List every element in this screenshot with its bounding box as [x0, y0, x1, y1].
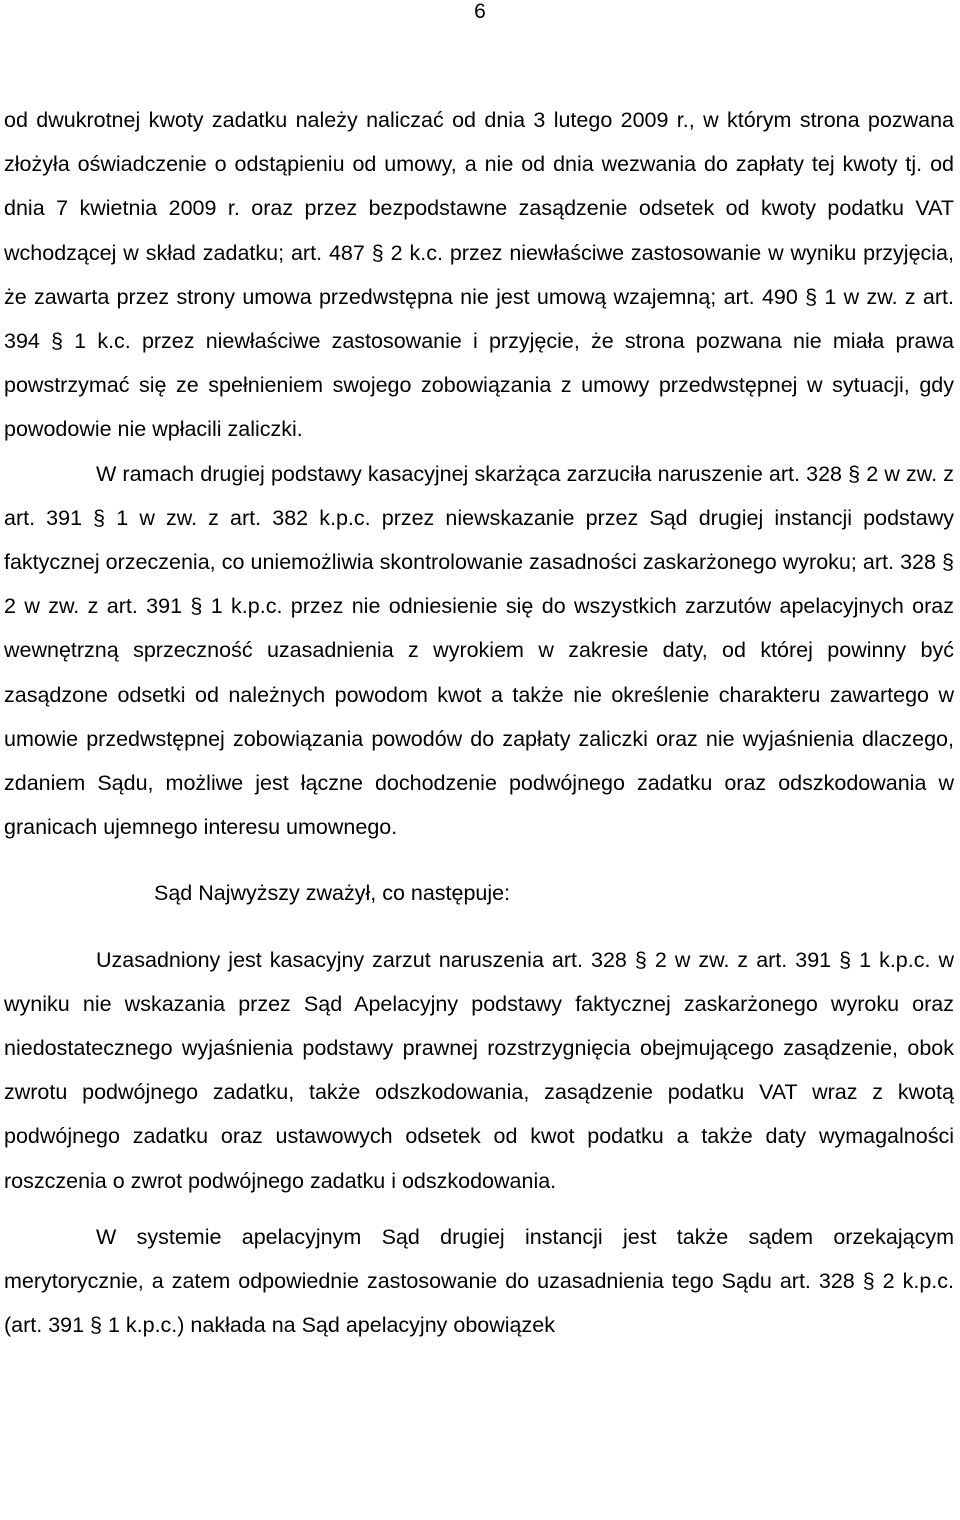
document-body [4, 98, 954, 1347]
paragraph-3: Uzasadniony jest kasacyjny zarzut naruszenia art. 328 § 2 w zw. z art. 391 § 1 k.p.c. w wyniku nie wskazania przez Sąd Apelacyjny podstawy faktycznej zaskarżonego wyroku oraz niedostatecznego wyjaśnienia podstawy prawnej rozstrzygnięcia obejmującego zasądzenie, obok zwrotu podwójnego zadatku, także odszkodowania, zasądzenie podatku VAT wraz z kwotą podwójnego zadatku oraz ustawowych odsetek od kwot podatku a także daty wymagalności roszczenia o zwrot podwójnego zadatku i odszkodowania. [4, 947, 954, 1193]
page-number: 6 [474, 0, 486, 23]
paragraph-2: W ramach drugiej podstawy kasacyjnej skarżąca zarzuciła naruszenie art. 328 § 2 w zw. z art. 391 § 1 w zw. z art. 382 k.p.c. przez niewskazanie przez Sąd drugiej instancji podstawy faktycznej orzeczenia, co uniemożliwia skontrolowanie zasadności zaskarżonego wyroku; art. 328 § 2 w zw. z art. 391 § 1 k.p.c. przez nie odniesienie się do wszystkich zarzutów apelacyjnych oraz wewnętrzną sprzeczność uzasadnienia z wyrokiem w zakresie daty, od której powinny być zasądzone odsetki od należnych powodom kwot a także nie określenie charakteru zawartego w umowie przedwstępnej zobowiązania powodów do zapłaty zaliczki oraz nie wyjaśnienia dlaczego, zdaniem Sądu, możliwe jest łączne dochodzenie podwójnego zadatku oraz odszkodowania w granicach ujemnego interesu umownego. [4, 461, 954, 840]
paragraph-1: od dwukrotnej kwoty zadatku należy naliczać od dnia 3 lutego 2009 r., w którym strona pozwana złożyła oświadczenie o odstąpieniu od umowy, a nie od dnia wezwania do zapłaty tej kwoty tj. od dnia 7 kwietnia 2009 r. oraz przez bezpodstawne zasądzenie odsetek od kwoty podatku VAT wchodzącej w skład zadatku; art. 487 § 2 k.c. przez niewłaściwe zastosowanie w wyniku przyjęcia, że zawarta przez strony umowa przedwstępna nie jest umową wzajemną; art. 490 § 1 w zw. z art. 394 § 1 k.c. przez niewłaściwe zastosowanie i przyjęcie, że strona pozwana nie miała prawa powstrzymać się ze spełnieniem swojego zobowiązania z umowy przedwstępnej w sytuacji, gdy powodowie nie wpłacili zaliczki. [4, 108, 954, 442]
paragraph-4: W systemie apelacyjnym Sąd drugiej instancji jest także sądem orzekającym merytorycznie, a zatem odpowiednie zastosowanie do uzasadnienia tego Sądu art. 328 § 2 k.p.c. (art. 391 § 1 k.p.c.) nakłada na Sąd apelacyjny obowiązek [4, 1224, 954, 1338]
section-heading: Sąd Najwyższy zważył, co następuje: [154, 881, 511, 906]
